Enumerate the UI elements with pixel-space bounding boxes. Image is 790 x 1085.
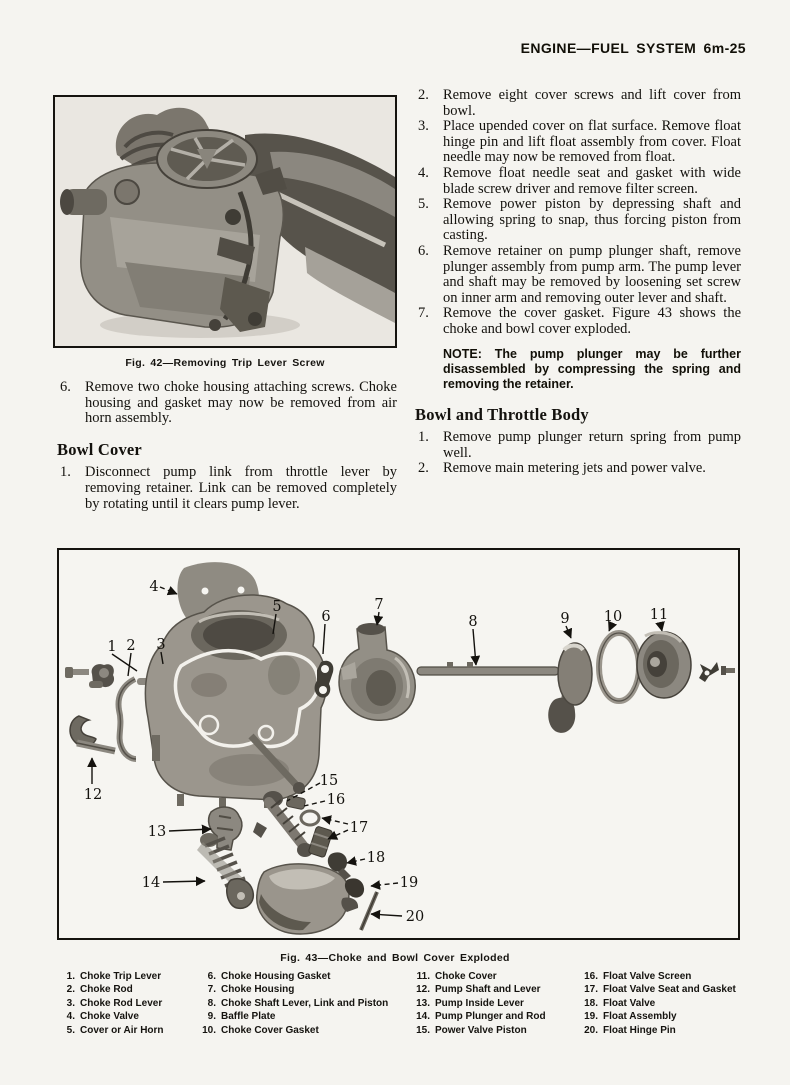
list-number: 1. <box>418 429 429 446</box>
legend-item <box>198 983 388 996</box>
legend-label: Choke Housing <box>221 984 295 996</box>
legend-item <box>198 1024 388 1037</box>
callout-label: 8 <box>468 614 478 630</box>
callout-label: 14 <box>141 875 161 891</box>
legend-item <box>57 970 164 983</box>
callout-label: 5 <box>272 599 282 615</box>
fig43-exploded-diagram <box>57 548 740 940</box>
section-heading-bowl-throttle-body: Bowl and Throttle Body <box>415 404 589 424</box>
legend-label: Float Valve <box>603 997 656 1009</box>
callout-label: 13 <box>147 824 167 840</box>
legend-number: 11. <box>416 971 430 982</box>
callout-label: 19 <box>399 875 419 891</box>
legend-item <box>412 983 546 996</box>
list-text: Remove eight cover screws and lift cover from bowl. <box>443 87 741 119</box>
note-block: NOTE: The pump plunger may be further disassembled by compressing the spring and removing the retainer. <box>443 346 741 391</box>
callout-label: 6 <box>321 609 331 625</box>
legend-number: 20. <box>584 1024 598 1036</box>
fig43-caption: Fig. 43—Choke and Bowl Cover Exploded <box>280 952 510 964</box>
list-text: Place upended cover on flat surface. Remove float hinge pin and lift float assembly from cover. Float needle may now be removed from float. <box>443 118 741 166</box>
legend-label: Pump Inside Lever <box>435 997 524 1009</box>
fig42-caption: Fig. 42—Removing Trip Lever Screw <box>125 357 325 369</box>
legend-number: 3. <box>66 997 75 1009</box>
callout-label: 7 <box>374 597 384 613</box>
legend-number: 6. <box>207 971 216 982</box>
page-header: ENGINE—FUEL SYSTEM 6m-25 <box>520 40 746 56</box>
callout-label: 15 <box>319 773 339 789</box>
legend-label: Baffle Plate <box>221 1011 276 1023</box>
left-column <box>57 380 397 512</box>
legend-label: Pump Shaft and Lever <box>435 984 541 996</box>
list-text: Remove retainer on pump plunger shaft, remove plunger assembly from pump arm. The pump lever and shaft may be removed by loosening set screw on inner arm and removing outer lever and shaft. <box>443 242 741 306</box>
right-column <box>415 88 741 477</box>
list-number: 7. <box>418 305 429 322</box>
legend-number: 5. <box>66 1024 75 1036</box>
callout-label: 3 <box>156 637 166 653</box>
legend-item <box>412 997 546 1010</box>
legend-number: 1. <box>66 971 75 982</box>
list-number: 2. <box>418 460 429 477</box>
legend-label: Cover or Air Horn <box>80 1024 164 1036</box>
legend-number: 4. <box>66 1011 75 1023</box>
legend-label: Choke Housing Gasket <box>221 971 331 982</box>
callout-label: 10 <box>603 609 623 625</box>
legend-number: 19. <box>584 1011 598 1023</box>
legend-label: Float Assembly <box>603 1011 677 1023</box>
legend-item <box>580 970 736 983</box>
list-item <box>57 465 397 512</box>
callout-label: 17 <box>349 820 369 836</box>
legend-number: 15. <box>416 1024 430 1036</box>
list-number: 6. <box>418 242 429 259</box>
list-text: Remove pump plunger return spring from pump well. <box>443 429 741 461</box>
legend-label: Choke Rod <box>80 984 133 996</box>
legend-column-3 <box>412 970 546 1037</box>
legend-label: Float Hinge Pin <box>603 1024 676 1036</box>
list-text: Disconnect pump link from throttle lever by removing retainer. Link can be removed completely by rotating until it clears pump lever. <box>85 464 397 512</box>
carburetor-photo-illustration <box>55 97 395 346</box>
legend-label: Choke Rod Lever <box>80 997 163 1009</box>
list-item <box>415 461 741 477</box>
legend-item <box>580 983 736 996</box>
list-item <box>415 166 741 197</box>
legend-item <box>580 1010 736 1023</box>
callout-label: 4 <box>149 579 159 595</box>
list-item <box>415 197 741 244</box>
legend-item <box>580 997 736 1010</box>
legend-item <box>57 1024 164 1037</box>
legend-number: 16. <box>584 971 598 982</box>
legend-number: 12. <box>416 984 430 996</box>
callout-label: 16 <box>326 792 346 808</box>
legend-column-4 <box>580 970 736 1037</box>
legend-number: 14. <box>416 1011 430 1023</box>
legend-number: 9. <box>207 1011 216 1023</box>
legend-label: Float Valve Screen <box>603 971 692 982</box>
list-number: 3. <box>418 118 429 135</box>
legend-number: 2. <box>66 984 75 996</box>
list-text: Remove power piston by depressing shaft and allowing spring to snap, thus forcing piston from casting. <box>443 196 741 244</box>
legend-label: Choke Shaft Lever, Link and Piston <box>221 997 389 1009</box>
legend-item <box>57 983 164 996</box>
legend-number: 10. <box>202 1024 216 1036</box>
callout-label: 18 <box>366 850 386 866</box>
list-item <box>57 380 397 427</box>
section-heading-bowl-cover: Bowl Cover <box>57 439 142 459</box>
legend-item <box>412 1024 546 1037</box>
callout-label: 1 <box>107 639 117 655</box>
legend-column-1 <box>57 970 164 1037</box>
list-item <box>415 88 741 119</box>
legend-label: Choke Trip Lever <box>80 971 162 982</box>
legend-number: 8. <box>207 997 216 1009</box>
exploded-view-illustration <box>59 550 738 938</box>
legend-item <box>198 970 388 983</box>
list-text: Remove main metering jets and power valve. <box>443 460 706 477</box>
callout-label: 9 <box>560 611 570 627</box>
list-number: 1. <box>60 464 71 481</box>
legend-item <box>412 1010 546 1023</box>
legend-number: 13. <box>416 997 430 1009</box>
legend-label: Pump Plunger and Rod <box>435 1011 546 1023</box>
callout-label: 20 <box>405 909 425 925</box>
legend-label: Float Valve Seat and Gasket <box>603 984 736 996</box>
list-text: Remove the cover gasket. Figure 43 shows the choke and bowl cover exploded. <box>443 305 741 337</box>
list-item <box>415 306 741 337</box>
callout-label: 2 <box>126 638 136 654</box>
list-item <box>415 119 741 166</box>
list-number: 6. <box>60 379 71 395</box>
list-item <box>415 244 741 306</box>
callout-label: 11 <box>649 607 669 623</box>
list-text: Remove two choke housing attaching screws. Choke housing and gasket may now be removed from air horn assembly. <box>85 379 397 427</box>
legend-item <box>198 1010 388 1023</box>
legend-column-2 <box>198 970 388 1037</box>
legend-item <box>198 997 388 1010</box>
legend-item <box>412 970 546 983</box>
fig42-photo <box>53 95 397 348</box>
callout-label: 12 <box>83 787 103 803</box>
list-number: 2. <box>418 87 429 103</box>
legend-label: Choke Valve <box>80 1011 139 1023</box>
list-item <box>415 430 741 461</box>
list-number: 4. <box>418 164 429 181</box>
list-text: Remove float needle seat and gasket with wide blade screw driver and remove filter screen. <box>443 164 741 197</box>
legend-item <box>580 1024 736 1037</box>
legend-label: Power Valve Piston <box>435 1024 527 1036</box>
legend-number: 18. <box>584 997 598 1009</box>
legend-number: 17. <box>584 984 598 996</box>
list-number: 5. <box>418 196 429 213</box>
legend-label: Choke Cover Gasket <box>221 1024 319 1036</box>
legend-label: Choke Cover <box>435 971 497 982</box>
legend-item <box>57 997 164 1010</box>
legend-number: 7. <box>207 984 216 996</box>
legend-item <box>57 1010 164 1023</box>
